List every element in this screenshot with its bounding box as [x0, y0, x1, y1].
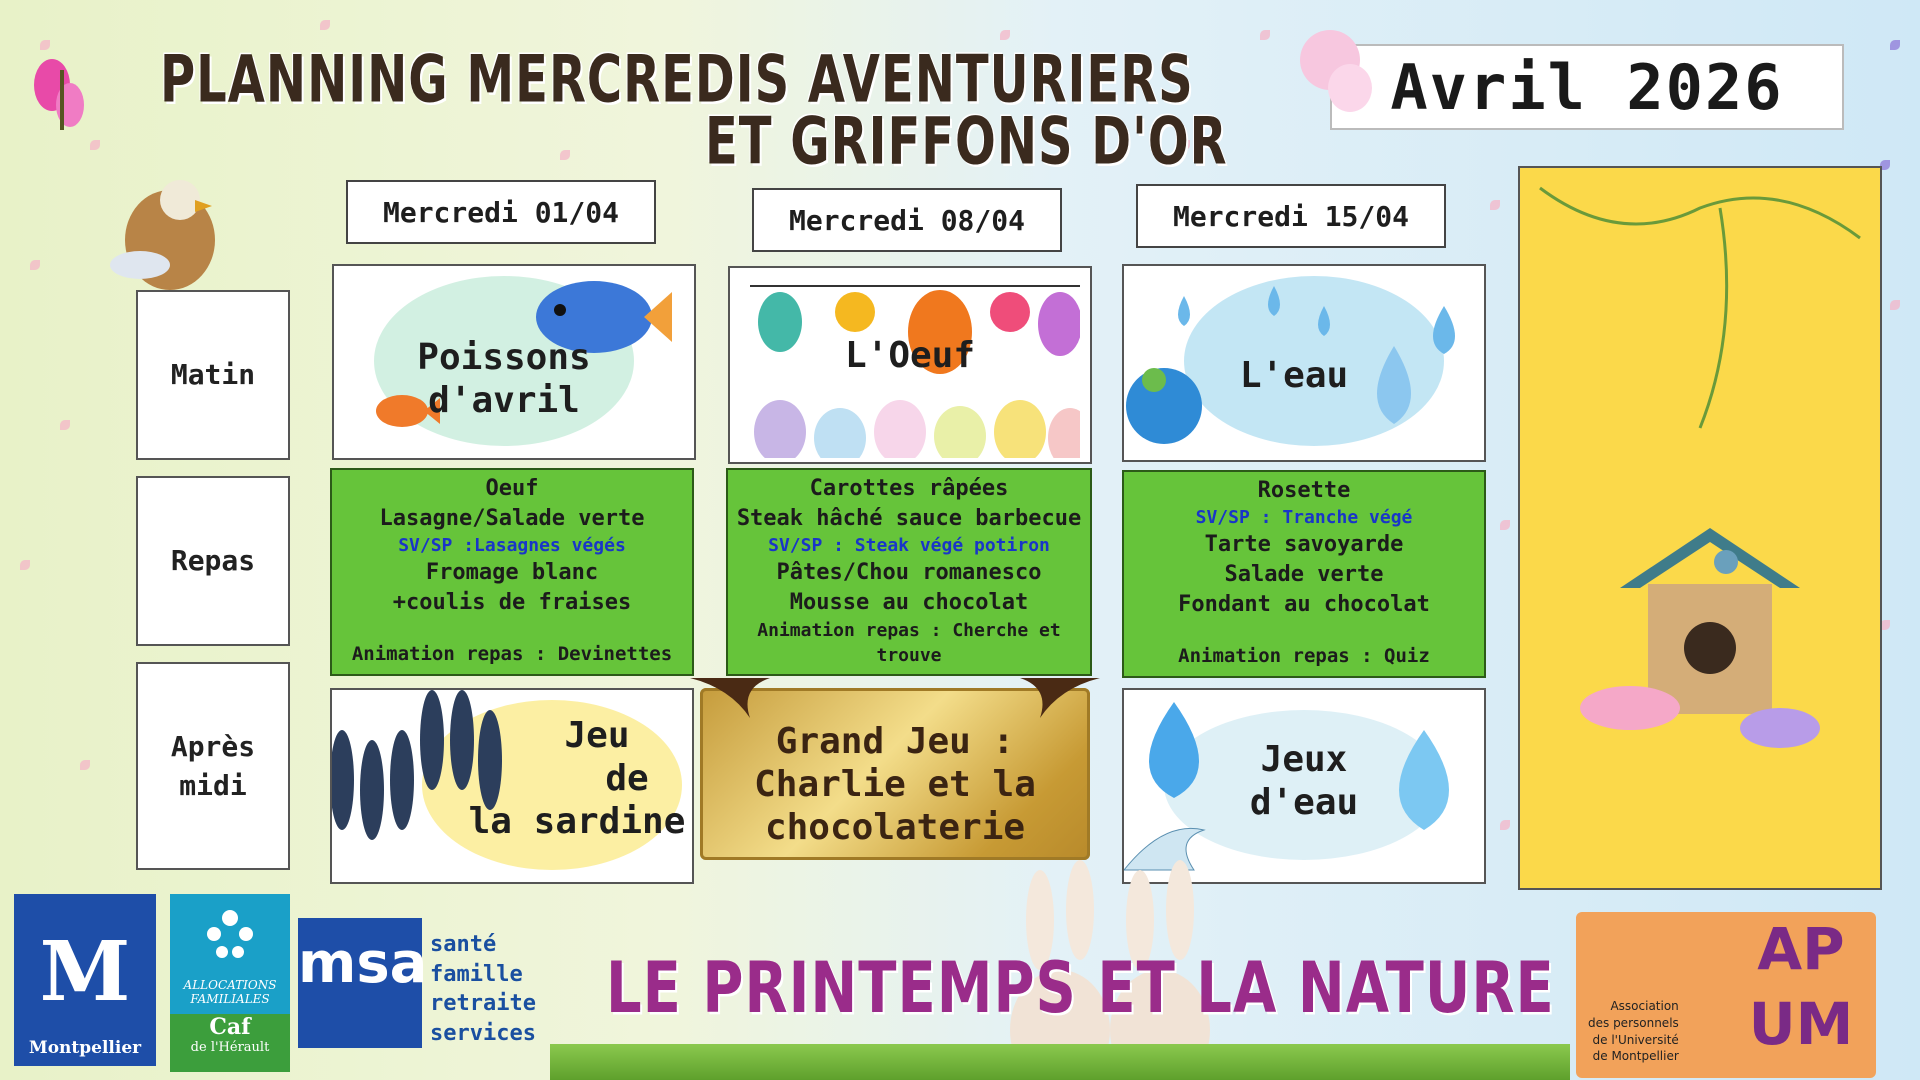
- meal-cell-2: [726, 468, 1092, 676]
- afternoon-activity-3: [1234, 738, 1374, 824]
- apum-line: des personnels: [1588, 1015, 1679, 1030]
- apum-line: de Montpellier: [1592, 1049, 1679, 1064]
- meal-1-animation: Animation repas : Devinettes: [351, 643, 673, 666]
- meal-3-item: Rosette: [1257, 478, 1351, 503]
- afternoon-activity-3-line2: d'eau: [1249, 782, 1359, 824]
- caf-line3: Caf: [209, 1014, 251, 1040]
- meal-2-item: Mousse au chocolat: [789, 590, 1029, 616]
- meal-1-item: Oeuf: [485, 476, 539, 501]
- matin-activity-3: L'eau: [1239, 355, 1349, 396]
- meal-3-veg-option: SV/SP : Tranche végé: [1195, 506, 1413, 528]
- afternoon-activity-2-line2: Charlie et la: [754, 764, 1036, 806]
- meal-1-item: +coulis de fraises: [392, 590, 632, 616]
- chocolate-splash-icon: [690, 668, 1100, 728]
- meal-cell-1: [330, 468, 694, 676]
- date-header-1: Mercredi 01/04: [346, 180, 656, 244]
- meal-2-veg-option: SV/SP : Steak végé potiron: [768, 534, 1050, 556]
- afternoon-activity-2-line3: chocolaterie: [764, 807, 1026, 849]
- meal-3-item: Tarte savoyarde: [1204, 532, 1404, 558]
- meal-1-veg-option: SV/SP :Lasagnes végés: [398, 534, 626, 556]
- afternoon-activity-1-line3: la sardine: [468, 801, 686, 843]
- date-header-2: Mercredi 08/04: [752, 188, 1062, 252]
- meal-3-item: Fondant au chocolat: [1178, 592, 1430, 618]
- meal-1-item: Lasagne/Salade verte: [379, 505, 645, 531]
- matin-cell-3: [1122, 264, 1486, 462]
- afternoon-activity-2-line1: Grand Jeu :: [775, 721, 1015, 762]
- matin-activity-1-line2: d'avril: [428, 380, 580, 422]
- msa-logo: [298, 918, 428, 1048]
- afternoon-activity-3-line1: Jeux: [1260, 739, 1348, 780]
- caf-logo: [170, 894, 290, 1072]
- row-label-matin: Matin: [136, 290, 290, 460]
- date-header-3: Mercredi 15/04: [1136, 184, 1446, 248]
- meal-2-item: Carottes râpées: [809, 476, 1009, 501]
- msa-letters: msa: [298, 931, 428, 996]
- montpellier-logo: M Montpellier: [14, 894, 156, 1066]
- meal-3-item: Salade verte: [1224, 562, 1384, 588]
- afternoon-cell-3: [1122, 688, 1486, 884]
- matin-activity-1: [374, 336, 634, 422]
- row-label-apres-midi-line1: Après: [170, 729, 256, 763]
- msa-tagline-item: services: [430, 1021, 536, 1047]
- page-title-line2: ET GRIFFONS D'OR: [705, 104, 1228, 180]
- caf-line2: FAMILIALES: [190, 992, 270, 1007]
- theme-banner: LE PRINTEMPS ET LA NATURE: [606, 948, 1555, 1030]
- caf-line1: ALLOCATIONS: [183, 978, 277, 992]
- griffon-icon: [100, 170, 220, 300]
- apum-line: de l'Université: [1592, 1032, 1679, 1047]
- birdhouse-icon: [1520, 168, 1880, 888]
- afternoon-activity-1-line1: Jeu: [564, 715, 630, 756]
- afternoon-activity-1: [462, 714, 692, 844]
- row-label-apres-midi: [136, 662, 290, 870]
- month-label: Avril 2026: [1330, 44, 1844, 130]
- msa-tagline-item: famille: [430, 961, 523, 987]
- meal-2-item: Pâtes/Chou romanesco: [776, 560, 1042, 586]
- matin-cell-1: [332, 264, 696, 460]
- apum-description: [1588, 998, 1679, 1065]
- meal-3-animation: Animation repas : Quiz: [1178, 645, 1430, 668]
- msa-tagline-item: santé: [430, 932, 497, 957]
- decorative-panel: [1518, 166, 1882, 890]
- afternoon-activity-1-line2: de: [605, 758, 649, 800]
- matin-activity-1-line1: Poissons: [417, 337, 591, 378]
- matin-activity-2: L'Oeuf: [844, 335, 976, 376]
- msa-tagline-item: retraite: [430, 991, 536, 1017]
- caf-people-icon: [200, 904, 260, 964]
- apum-letters: AP UM: [1748, 915, 1854, 1059]
- meal-cell-3: [1122, 470, 1486, 678]
- afternoon-activity-2: [700, 720, 1090, 850]
- meal-2-animation: Animation repas : Cherche et trouve: [757, 620, 1061, 666]
- msa-tagline: [430, 930, 536, 1049]
- afternoon-cell-1: [330, 688, 694, 884]
- meal-1-item: Fromage blanc: [425, 560, 599, 586]
- meal-2-item: Steak hâché sauce barbecue: [736, 505, 1082, 531]
- butterfly-icon: [30, 50, 100, 140]
- row-label-apres-midi-line2: midi: [179, 769, 247, 802]
- caf-line4: de l'Hérault: [190, 1040, 270, 1055]
- matin-cell-2: [728, 266, 1092, 464]
- apum-line: Association: [1610, 999, 1679, 1013]
- page-title-line1: PLANNING MERCREDIS AVENTURIERS: [160, 42, 1194, 118]
- row-label-repas: Repas: [136, 476, 290, 646]
- grass-decoration: [550, 1044, 1570, 1080]
- montpellier-logo-text: Montpellier: [28, 1038, 142, 1058]
- butterfly-icon: [1290, 20, 1380, 120]
